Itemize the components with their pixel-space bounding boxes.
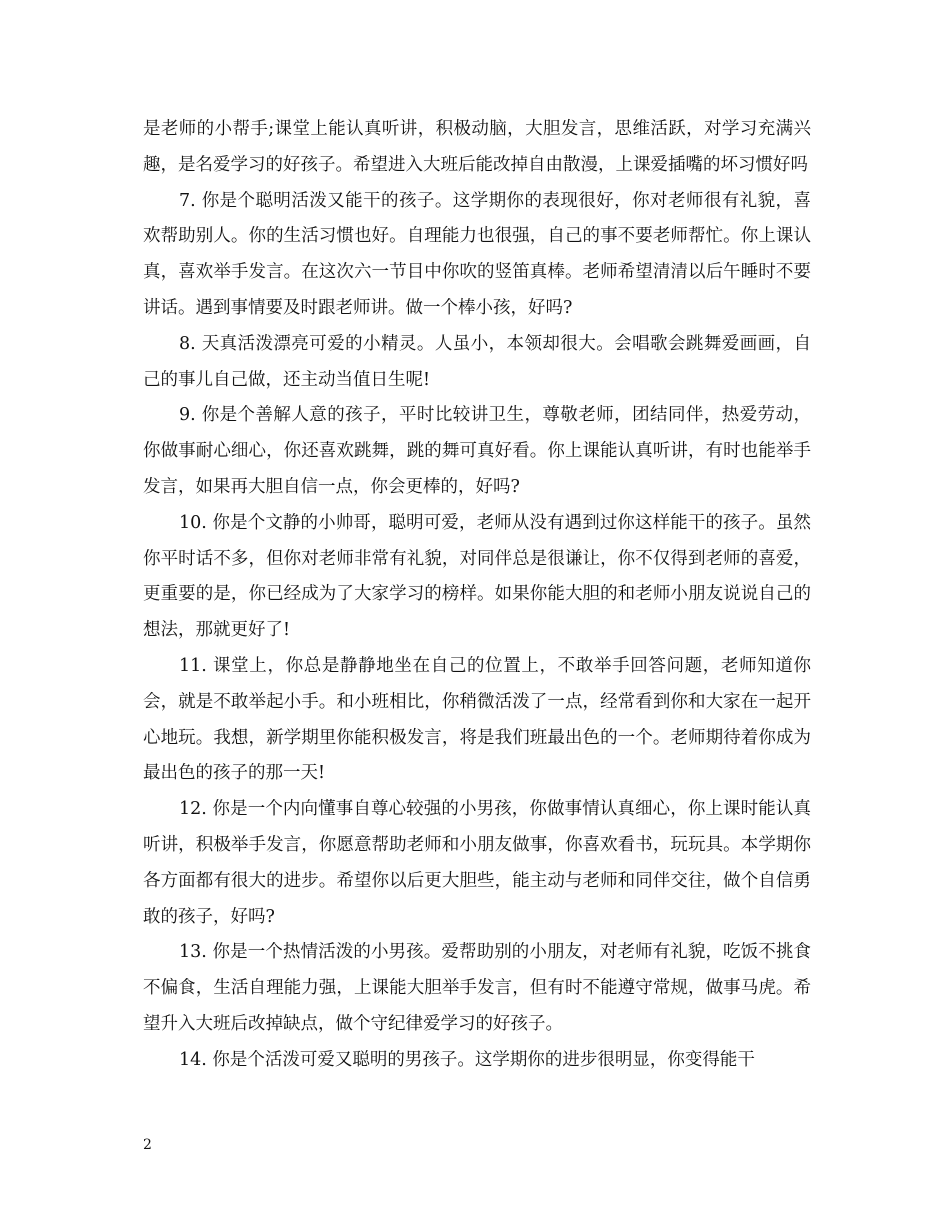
paragraph-item-8: 8. 天真活泼漂亮可爱的小精灵。人虽小，本领却很大。会唱歌会跳舞爱画画，自己的事儿自己做，还主动当值日生呢! (143, 333, 811, 390)
paragraph-item-7: 7. 你是个聪明活泼又能干的孩子。这学期你的表现很好，你对老师很有礼貌，喜欢帮助别人。你的生活习惯也好。自理能力也很强，自己的事不要老师帮忙。你上课认真，喜欢举手发言。在这次六一节目中你吹的竖笛真棒。老师希望清清以后午睡时不要讲话。遇到事情要及时跟老师讲。做一个棒小孩，好吗? (143, 190, 811, 318)
paragraph-continuation: 是老师的小帮手;课堂上能认真听讲，积极动脑，大胆发言，思维活跃，对学习充满兴趣，是名爱学习的好孩子。希望进入大班后能改掉自由散漫，上课爱插嘴的坏习惯好吗 (143, 119, 811, 175)
page-number: 2 (143, 1137, 152, 1153)
paragraph-item-13: 13. 你是一个热情活泼的小男孩。爱帮助别的小朋友，对老师有礼貌，吃饭不挑食不偏食，生活自理能力强，上课能大胆举手发言，但有时不能遵守常规，做事马虎。希望升入大班后改掉缺点，做个守纪律爱学习的好孩子。 (143, 942, 811, 1034)
paragraph-item-10: 10. 你是个文静的小帅哥，聪明可爱，老师从没有遇到过你这样能干的孩子。虽然你平时话不多，但你对老师非常有礼貌，对同伴总是很谦让，你不仅得到老师的喜爱，更重要的是，你已经成为了大家学习的榜样。如果你能大胆的和老师小朋友说说自己的想法，那就更好了! (143, 512, 811, 641)
paragraph-item-9: 9. 你是个善解人意的孩子，平时比较讲卫生，尊敬老师，团结同伴，热爱劳动，你做事耐心细心，你还喜欢跳舞，跳的舞可真好看。你上课能认真听讲，有时也能举手发言，如果再大胆自信一点，你会更棒的，好吗? (143, 405, 811, 497)
paragraph-item-14: 14. 你是个活泼可爱又聪明的男孩子。这学期你的进步很明显，你变得能干 (179, 1049, 755, 1070)
paragraph-item-12: 12. 你是一个内向懂事自尊心较强的小男孩，你做事情认真细心，你上课时能认真听讲，积极举手发言，你愿意帮助老师和小朋友做事，你喜欢看书，玩玩具。本学期你各方面都有很大的进步。希望你以后更大胆些，能主动与老师和同伴交往，做个自信勇敢的孩子，好吗? (143, 799, 811, 927)
paragraph-item-11: 11. 课堂上，你总是静静地坐在自己的位置上，不敢举手回答问题，老师知道你会，就是不敢举起小手。和小班相比，你稍微活泼了一点，经常看到你和大家在一起开心地玩。我想，新学期里你能积极发言，将是我们班最出色的一个。老师期待着你成为最出色的孩子的那一天! (143, 655, 811, 784)
document-body (143, 112, 811, 1079)
